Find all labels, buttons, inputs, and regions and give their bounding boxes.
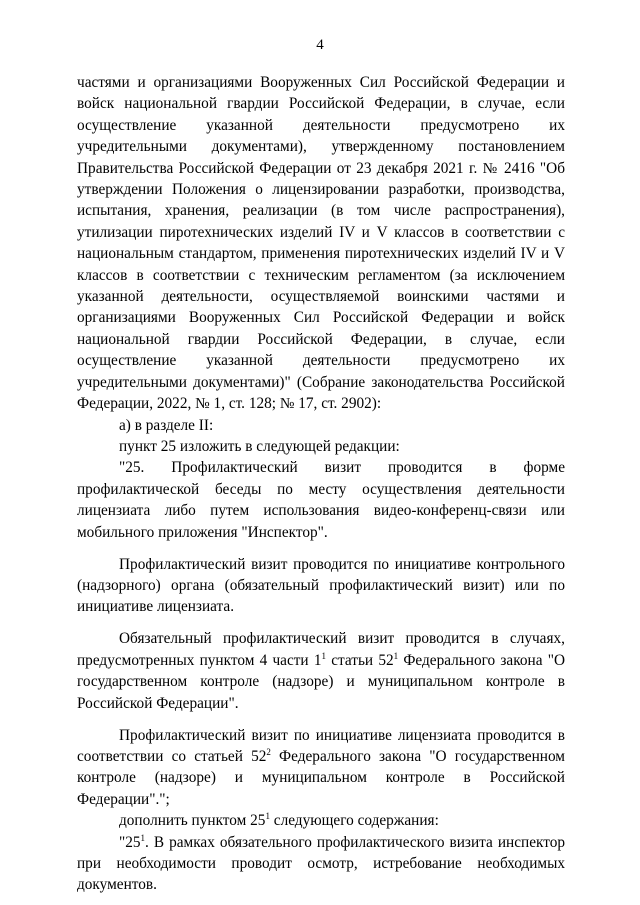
page-number: 4: [316, 37, 324, 53]
mandatory-visit-sup-1: 1: [321, 650, 326, 661]
add-point-sup: 1: [265, 811, 270, 822]
mandatory-visit-text-mid: статьи 52: [325, 651, 394, 669]
paragraph-add-point: [77, 810, 565, 831]
paragraph-amend-instruction: пункт 25 изложить в следующей редакции:: [119, 437, 400, 455]
mandatory-visit-text-before: Обязательный профилактический визит проводится в случаях, предусмотренных пунктом 4 части 1: [77, 630, 565, 669]
document-body: [77, 72, 565, 896]
mandatory-visit-sup-2: 1: [393, 650, 399, 661]
point-25-1-text-after: . В рамках обязательного профилактического визита инспектор при необходимости проводит осмотр, истребование необходимых документов.: [77, 833, 565, 894]
mandatory-visit-text-after: Федерального закона "О государственном контроле (надзоре) и муниципальном контроле в Российской Федерации".: [77, 651, 565, 712]
paragraph-licensee-visit: [77, 725, 565, 811]
add-point-text-after: следующего содержания:: [269, 812, 439, 830]
licensee-visit-text-before: Профилактический визит по инициативе лицензиата проводится в соответствии со статьей 52: [77, 726, 565, 765]
paragraph-continuation: частями и организациями Вооруженных Сил Российской Федерации и войск национальной гвардии Российской Федерации, в случае, если осуществление указанной деятельности предусмотрено их учредительными документами), утвержденному постановлением Правительства Российской Федерации от 23 декабря 2021 г. № 2416 "Об утверждении Положения о лицензировании разработки, производства, испытания, хранения, реализации (в том числе распространения), утилизации пиротехнических изделий IV и V классов в соответствии с национальным стандартом, применения пиротехнических изделий IV и V классов в соответствии с техническим регламентом (за исключением указанной деятельности, осуществляемой воинскими частями и организациями Вооруженных Сил Российской Федерации и войск национальной гвардии Российской Федерации, в случае, если осуществление указанной деятельности предусмотрено их учредительными документами)" (Собрание законодательства Российской Федерации, 2022, № 1, ст. 128; № 17, ст. 2902):: [77, 74, 565, 413]
point-25-1-sup: 1: [140, 832, 146, 843]
paragraph-section-ref: а) в разделе II:: [119, 416, 214, 434]
point-25-1-text-before: "25: [119, 833, 141, 851]
paragraph-point-25: "25. Профилактический визит проводится в форме профилактической беседы по месту осуществления деятельности лицензиата либо путем использования видео-конференц-связи или мобильного приложения "Инспектор".: [77, 459, 565, 541]
licensee-visit-text-after: Федерального закона "О государственном контроле (надзоре) и муниципальном контроле в Российской Федерации".";: [77, 747, 565, 808]
paragraph-visit-initiative: Профилактический визит проводится по инициативе контрольного (надзорного) органа (обязательный профилактический визит) или по инициативе лицензиата.: [77, 555, 565, 616]
licensee-visit-sup: 2: [266, 746, 271, 757]
paragraph-mandatory-visit: [77, 628, 565, 714]
paragraph-point-25-1: [77, 832, 565, 896]
add-point-text-before: дополнить пунктом 25: [119, 812, 266, 830]
